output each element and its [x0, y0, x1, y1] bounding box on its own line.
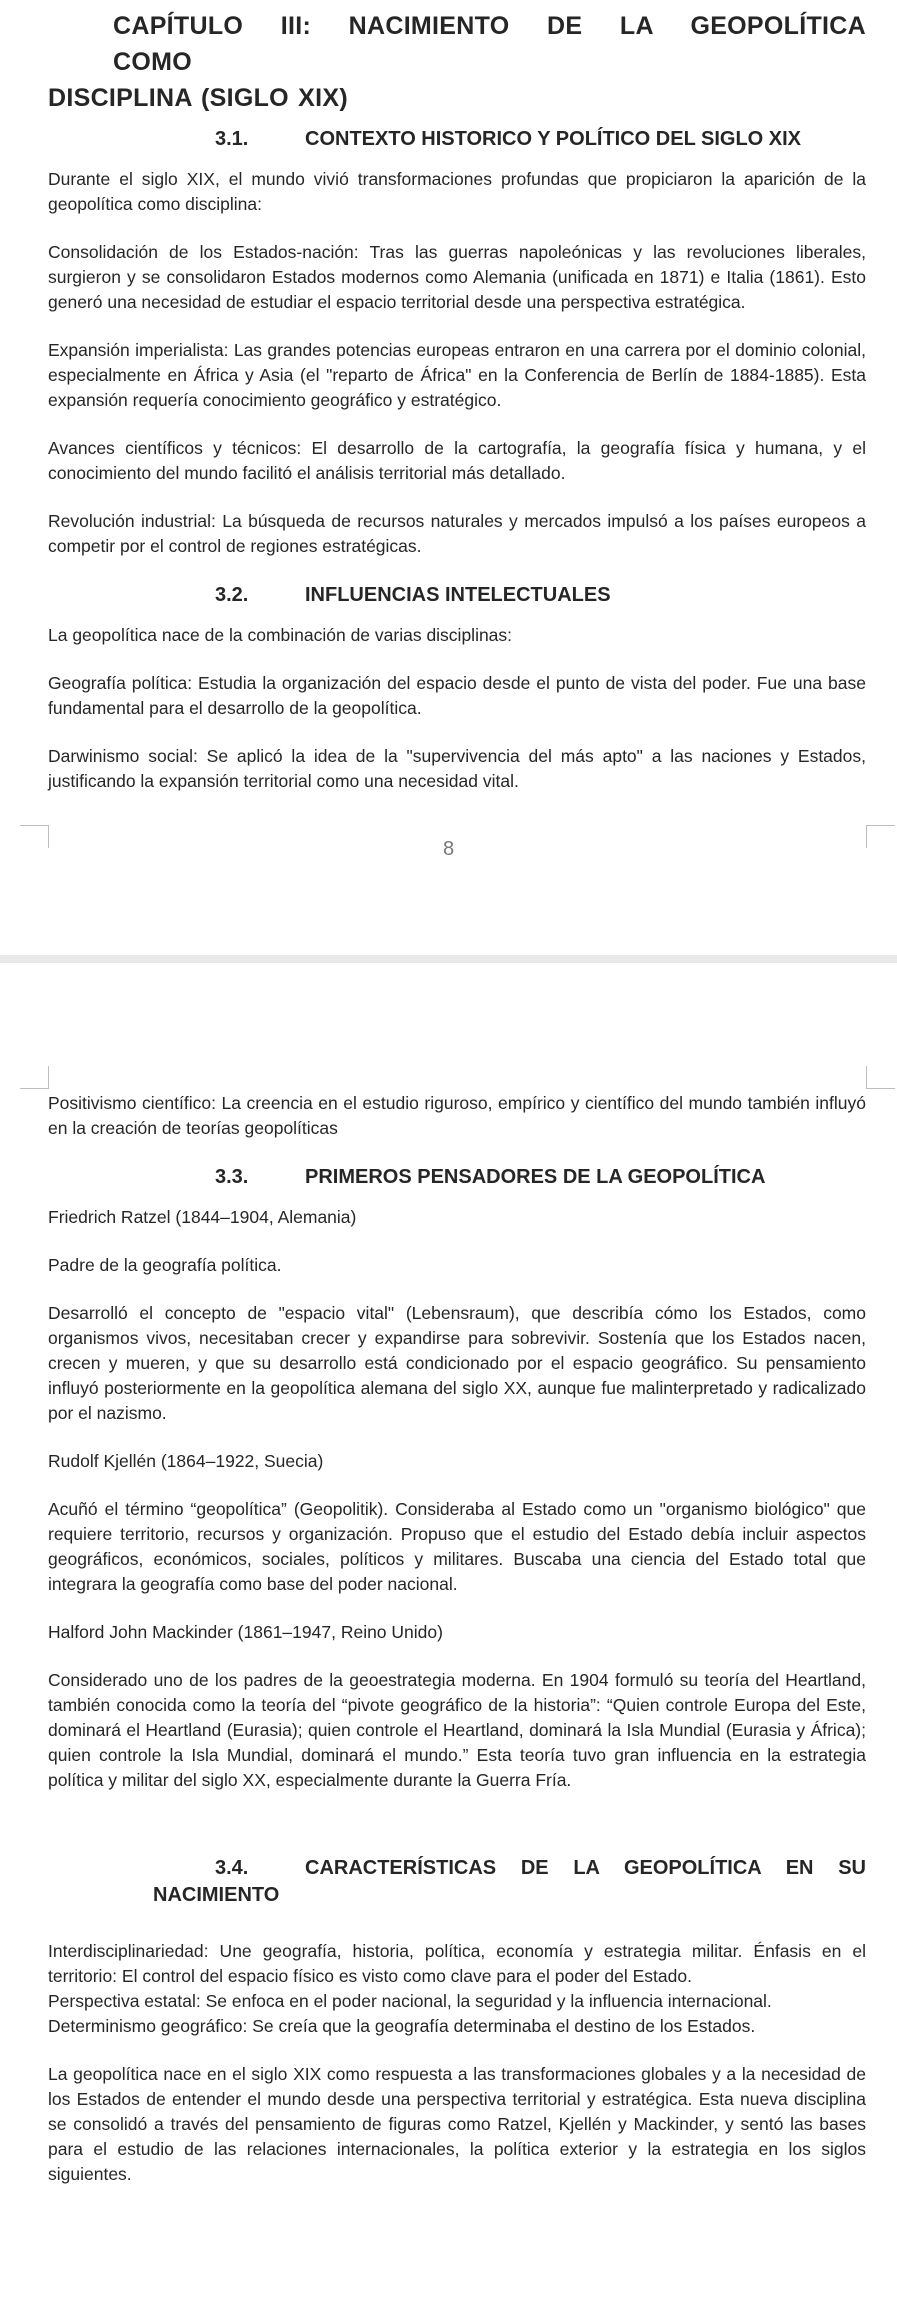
page-separator	[0, 955, 897, 963]
page-content	[48, 8, 866, 817]
characteristic-interdisciplinariedad: Interdisciplinariedad: Une geografía, historia, política, economía y estrategia militar. Énfasis en el territorio: El control del espacio físico es visto como clave para el poder del Estado.	[48, 1941, 866, 1986]
paragraph-darwinismo: Darwinismo social: Se aplicó la idea de la "supervivencia del más apto" a las naciones y Estados, justificando la expansión territorial como una necesidad vital.	[48, 746, 866, 791]
characteristic-perspectiva-estatal: Perspectiva estatal: Se enfoca en el poder nacional, la seguridad y la influencia internacional.	[48, 1991, 772, 2011]
section-heading-3-2	[48, 582, 866, 609]
section-heading-3-4	[48, 1855, 866, 1882]
section-title-line-1: CARACTERÍSTICAS DE LA GEOPOLÍTICA EN SU	[305, 1857, 866, 1879]
paragraph-intro: Durante el siglo XIX, el mundo vivió transformaciones profundas que propiciaron la aparición de la geopolítica como disciplina:	[48, 169, 866, 214]
document-page-9	[0, 963, 897, 2298]
thinker-text-kjellen: Acuñó el término “geopolítica” (Geopolitik). Consideraba al Estado como un "organismo biológico" que requiere territorio, recursos y organización. Propuso que el estudio del Estado debía incluir aspectos geográficos, económicos, sociales, políticos y militares. Buscaba una ciencia del Estado total que integrara la geografía como base del poder nacional.	[48, 1499, 866, 1594]
section-heading-3-3	[48, 1164, 866, 1191]
thinker-role-ratzel: Padre de la geografía política.	[48, 1255, 282, 1275]
paragraph-conclusion: La geopolítica nace en el siglo XIX como respuesta a las transformaciones globales y a la necesidad de los Estados de entender el mundo desde una perspectiva territorial y estratégica. Esta nueva disciplina se consolidó a través del pensamiento de figuras como Ratzel, Kjellén y Mackinder, y sentó las bases para el estudio de las relaciones internacionales, la política exterior y la estrategia en los siglos siguientes.	[48, 2064, 866, 2184]
section-title: CONTEXTO HISTORICO Y POLÍTICO DEL SIGLO XIX	[305, 128, 802, 150]
document-page-8	[0, 0, 897, 955]
section-title: INFLUENCIAS INTELECTUALES	[305, 584, 611, 606]
thinker-name-mackinder: Halford John Mackinder (1861–1947, Reino Unido)	[48, 1622, 443, 1642]
paragraph-avances: Avances científicos y técnicos: El desarrollo de la cartografía, la geografía física y humana, y el conocimiento del mundo facilitó el análisis territorial más detallado.	[48, 438, 866, 483]
thinker-name-ratzel: Friedrich Ratzel (1844–1904, Alemania)	[48, 1207, 357, 1227]
section-heading-3-4-continued	[48, 1882, 866, 1909]
paragraph-geografia-politica: Geografía política: Estudia la organización del espacio desde el punto de vista del poder. Fue una base fundamental para el desarrollo de la geopolítica.	[48, 673, 866, 718]
paragraph-disciplinas: La geopolítica nace de la combinación de varias disciplinas:	[48, 625, 513, 645]
section-title: PRIMEROS PENSADORES DE LA GEOPOLÍTICA	[305, 1166, 766, 1188]
page-content	[48, 1091, 866, 2210]
section-title-line-2: NACIMIENTO	[153, 1884, 280, 1906]
section-number: 3.2.	[215, 584, 249, 606]
thinker-text-mackinder: Considerado uno de los padres de la geoestrategia moderna. En 1904 formuló su teoría del Heartland, también conocida como la teoría del “pivote geográfico de la historia”: “Quien controle Europa del Este, dominará el Heartland (Eurasia); quien controle el Heartland, dominará la Isla Mundial (Eurasia y África); quien controle la Isla Mundial, dominará el mundo.” Esta teoría tuvo gran influencia en la estrategia política y militar del siglo XX, especialmente durante la Guerra Fría.	[48, 1670, 866, 1790]
chapter-title-line-1: CAPÍTULO III: NACIMIENTO DE LA GEOPOLÍTICA COMO	[113, 12, 866, 76]
section-number: 3.4.	[215, 1857, 249, 1879]
chapter-title-line-2: DISCIPLINA (SIGLO XIX)	[48, 84, 348, 112]
margin-corner-marker	[866, 1066, 895, 1089]
characteristic-determinismo: Determinismo geográfico: Se creía que la geografía determinaba el destino de los Estados.	[48, 2016, 756, 2036]
paragraph-consolidacion: Consolidación de los Estados-nación: Tras las guerras napoleónicas y las revoluciones liberales, surgieron y se consolidaron Estados modernos como Alemania (unificada en 1871) e Italia (1861). Esto generó una necesidad de estudiar el espacio territorial desde una perspectiva estratégica.	[48, 242, 866, 312]
page-number: 8	[442, 838, 455, 860]
paragraph-positivismo: Positivismo científico: La creencia en el estudio riguroso, empírico y científico del mundo también influyó en la creación de teorías geopolíticas	[48, 1093, 866, 1138]
section-heading-3-1	[48, 126, 866, 153]
paragraph-revolucion: Revolución industrial: La búsqueda de recursos naturales y mercados impulsó a los países europeos a competir por el control de regiones estratégicas.	[48, 511, 866, 556]
chapter-title	[48, 8, 866, 116]
margin-corner-marker	[20, 1066, 49, 1089]
thinker-text-ratzel: Desarrolló el concepto de "espacio vital" (Lebensraum), que describía cómo los Estados, como organismos vivos, necesitaban crecer y expandirse para sobrevivir. Sostenía que los Estados nacen, crecen y mueren, y que su desarrollo está condicionado por el espacio geográfico. Su pensamiento influyó posteriormente en la geopolítica alemana del siglo XX, aunque fue malinterpretado y radicalizado por el nazismo.	[48, 1303, 866, 1423]
thinker-name-kjellen: Rudolf Kjellén (1864–1922, Suecia)	[48, 1451, 324, 1471]
paragraph-expansion: Expansión imperialista: Las grandes potencias europeas entraron en una carrera por el dominio colonial, especialmente en África y Asia (el "reparto de África" en la Conferencia de Berlín de 1884-1885). Esta expansión requería conocimiento geográfico y estratégico.	[48, 340, 866, 410]
section-number: 3.1.	[215, 128, 249, 150]
section-number: 3.3.	[215, 1166, 249, 1188]
